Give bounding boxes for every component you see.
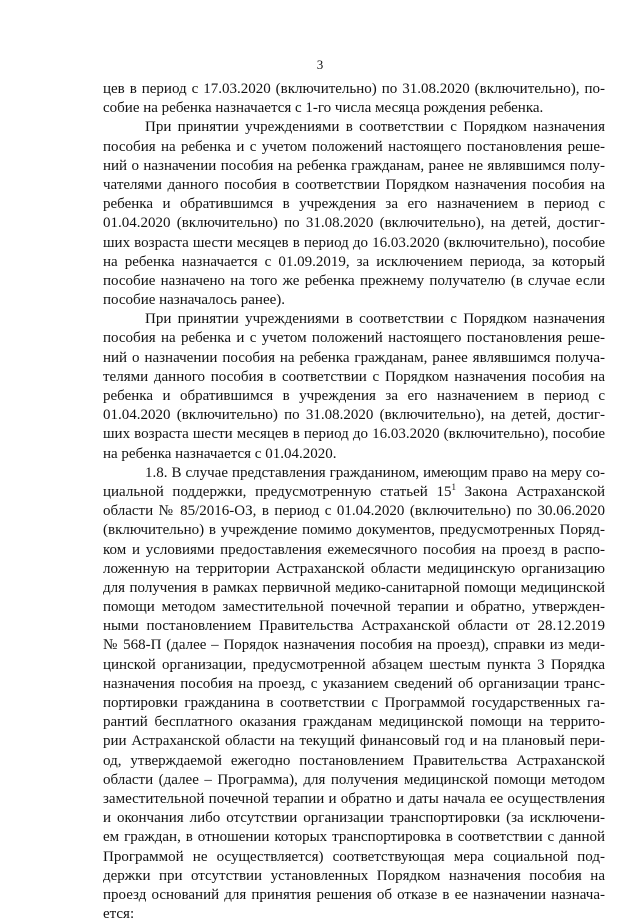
- text-line: области (далее – Программа), для получения медицинской помощи методом: [103, 771, 605, 788]
- text-line: рии Астраханской области на текущий финансовый год и на плановый пери-: [103, 733, 605, 750]
- text-segment: Закона Астраханской: [455, 483, 605, 500]
- text-line: на ребенка назначается с 01.09.2019, за исключением периода, за который: [103, 253, 605, 270]
- text-line: ется:: [103, 906, 135, 923]
- text-line: собие на ребенка назначается с 1-го числа месяца рождения ребенка.: [103, 100, 544, 117]
- text-line: При принятии учреждениями в соответствии с Порядком назначения: [145, 311, 605, 328]
- text-line: и окончания либо отсутствии организации транспортировки (за исключени-: [103, 810, 605, 827]
- text-line: Программой не осуществляется) соответствующая мера социальной под-: [103, 848, 605, 865]
- text-line: ших возраста шести месяцев в период до 16.03.2020 (включительно), пособие: [103, 426, 605, 443]
- text-line: проезд оснований для принятия решения об отказе в ее назначении назнача-: [103, 886, 605, 903]
- text-line: ний о назначении пособия на ребенка гражданам, ранее являвшимся получа-: [103, 349, 605, 366]
- text-line: ком и условиями предоставления ежемесячного пособия на проезд в распо-: [103, 541, 605, 558]
- text-line: держки при отсутствии установленных Порядком назначения пособия на: [103, 867, 605, 884]
- text-line: портировки гражданина в соответствии с Программой государственных га-: [103, 695, 605, 711]
- text-line: пособие назначено на того же ребенка прежнему получателю (в случае если: [103, 272, 605, 289]
- text-line: 1.8. В случае представления гражданином, имеющим право на меру со-: [145, 464, 605, 481]
- text-line: пособия на ребенка и с учетом положений настоящего постановления реше-: [103, 138, 605, 155]
- text-line: [103, 483, 605, 502]
- text-line: ребенка и обратившимся в учреждения за его назначением в период с: [103, 388, 605, 404]
- text-line: цинской организации, предусмотренной абзацем шестым пункта 3 Порядка: [103, 656, 605, 673]
- text-line: рантий бесплатного оказания гражданам медицинской помощи на террито-: [103, 714, 605, 731]
- page-number: 3: [316, 57, 324, 72]
- text-line: помощи методом заместительной почечной терапии и обратно, утвержден-: [103, 599, 605, 616]
- text-line: (включительно) в учреждение помимо документов, предусмотренных Поряд-: [103, 522, 605, 539]
- text-line: При принятии учреждениями в соответствии с Порядком назначения: [145, 119, 605, 136]
- text-line: ребенка и обратившимся в учреждения за его назначением в период с: [103, 196, 605, 213]
- text-line: цев в период с 17.03.2020 (включительно) по 31.08.2020 (включительно), по-: [103, 81, 605, 97]
- text-line: ний о назначении пособия на ребенка гражданам, ранее не являвшимся полу-: [103, 157, 605, 174]
- document-body: [103, 80, 605, 924]
- text-line: телями данного пособия в соответствии с Порядком назначения пособия на: [103, 368, 605, 385]
- text-line: 01.04.2020 (включительно) по 31.08.2020 (включительно), на детей, достиг-: [103, 215, 605, 232]
- text-line: ложенную на территории Астраханской области медицинскую организацию: [103, 560, 605, 577]
- text-line: ших возраста шести месяцев в период до 16.03.2020 (включительно), пособие: [103, 234, 605, 251]
- text-line: чателями данного пособия в соответствии Порядком назначения пособия на: [103, 176, 605, 193]
- text-segment: циальной поддержки, предусмотренную статьей 15: [103, 483, 452, 500]
- superscript: 1: [451, 481, 456, 492]
- text-line: ными постановлением Правительства Астраханской области от 28.12.2019: [103, 618, 605, 635]
- text-line: № 568-П (далее – Порядок назначения пособия на проезд), справки из меди-: [103, 637, 605, 654]
- text-line: на ребенка назначается с 01.04.2020.: [103, 445, 337, 462]
- text-line: пособие назначалось ранее).: [103, 292, 286, 309]
- text-line: пособия на ребенка и с учетом положений настоящего постановления реше-: [103, 330, 605, 347]
- text-line: области № 85/2016-ОЗ, в период с 01.04.2020 (включительно) по 30.06.2020: [103, 503, 605, 520]
- text-line: ем граждан, в отношении которых транспортировка в соответствии с данной: [103, 829, 605, 846]
- text-line: назначения пособия на проезд, с указанием сведений об организации транс-: [103, 675, 605, 692]
- text-line: заместительной почечной терапии и обратно и даты начала ее осуществления: [103, 790, 605, 807]
- text-line: для получения в рамках первичной медико-санитарной помощи медицинской: [103, 579, 605, 596]
- text-line: од, утверждаемой ежегодно постановлением Правительства Астраханской: [103, 752, 605, 769]
- text-line: 01.04.2020 (включительно) по 31.08.2020 (включительно), на детей, достиг-: [103, 407, 605, 424]
